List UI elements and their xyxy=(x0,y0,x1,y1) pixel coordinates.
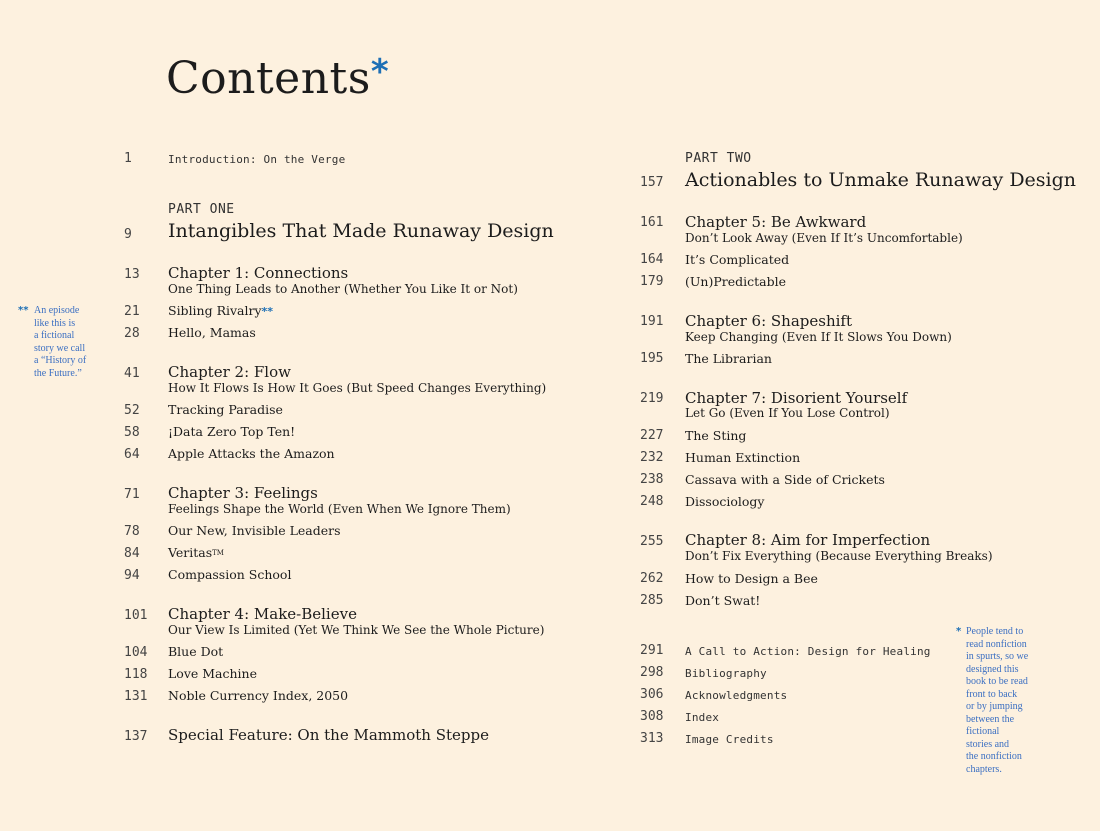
page-number: 78 xyxy=(124,524,140,539)
chapter-title: Chapter 3: Feelings xyxy=(168,484,318,502)
note-line: or by jumping xyxy=(966,701,1023,712)
page-number: 84 xyxy=(124,546,140,561)
part-label: PART ONE xyxy=(168,202,235,217)
chapter-title: Chapter 1: Connections xyxy=(168,264,349,282)
page-number: 9 xyxy=(124,227,132,242)
page-number: 232 xyxy=(640,450,664,465)
note-line: stories and xyxy=(966,738,1010,750)
entry-title: It’s Complicated xyxy=(685,252,790,267)
entry-title: Our New, Invisible Leaders xyxy=(168,523,341,538)
chapter-subtitle: How It Flows Is How It Goes (But Speed Changes Everything) xyxy=(168,381,547,395)
page-number: 157 xyxy=(640,175,664,190)
page-number: 306 xyxy=(640,687,664,702)
entry-title: Sibling Rivalry** xyxy=(168,303,274,318)
entry-title: Compassion School xyxy=(168,567,292,582)
entry-title: Index xyxy=(685,711,720,724)
chapter-title: Chapter 7: Disorient Yourself xyxy=(685,389,908,407)
entry-title: A Call to Action: Design for Healing xyxy=(685,645,931,658)
page-number: 313 xyxy=(640,731,664,746)
trademark-mark: TM xyxy=(212,549,224,557)
page-number: 164 xyxy=(640,252,664,267)
page-number: 94 xyxy=(124,568,140,583)
chapter-title: Chapter 8: Aim for Imperfection xyxy=(685,531,931,549)
page-number: 41 xyxy=(124,366,140,381)
chapter-subtitle: Don’t Fix Everything (Because Everything Breaks) xyxy=(685,549,993,563)
page-number: 298 xyxy=(640,665,664,680)
margin-note-fiction xyxy=(18,305,114,380)
chapter-subtitle: Our View Is Limited (Yet We Think We See the Whole Picture) xyxy=(168,623,545,637)
note-line: like this is xyxy=(34,317,76,329)
entry-title: Don’t Swat! xyxy=(685,593,761,608)
entry-title: Tracking Paradise xyxy=(168,402,283,417)
entry-title: ¡Data Zero Top Ten! xyxy=(168,424,296,439)
page-number: 1 xyxy=(124,151,132,166)
page-title xyxy=(166,52,389,104)
page-number: 21 xyxy=(124,304,140,319)
page-number: 71 xyxy=(124,487,140,502)
page-number: 13 xyxy=(124,267,140,282)
page-number: 195 xyxy=(640,351,664,366)
page-number: 291 xyxy=(640,643,664,658)
page-number: 219 xyxy=(640,391,664,406)
note-line: a fictional xyxy=(34,330,75,341)
note-line: book to be read xyxy=(966,676,1028,687)
page-number: 64 xyxy=(124,447,140,462)
chapter-title: Chapter 2: Flow xyxy=(168,363,291,381)
entry-title: Love Machine xyxy=(168,666,258,681)
chapter-subtitle: Feelings Shape the World (Even When We Ignore Them) xyxy=(168,502,511,516)
page-number: 255 xyxy=(640,534,664,549)
entry-title: Acknowledgments xyxy=(685,689,788,702)
note-line: read nonfiction xyxy=(966,638,1027,650)
asterisk-mark: * xyxy=(956,626,962,637)
entry-title: VeritasTM xyxy=(168,545,224,560)
page-number: 161 xyxy=(640,215,664,230)
chapter-title: Chapter 6: Shapeshift xyxy=(685,312,852,330)
title-text: Contents xyxy=(166,53,371,104)
entry-title: Dissociology xyxy=(685,494,765,509)
double-asterisk-mark: ** xyxy=(18,305,29,316)
double-asterisk-mark: ** xyxy=(261,305,274,318)
page-number: 308 xyxy=(640,709,664,724)
note-line: story we call xyxy=(34,342,86,354)
page-number: 137 xyxy=(124,729,148,744)
note-line: the Future.” xyxy=(34,367,82,379)
chapter-subtitle: Keep Changing (Even If It Slows You Down) xyxy=(685,330,952,344)
page-number: 52 xyxy=(124,403,140,418)
entry-title: Bibliography xyxy=(685,667,767,680)
page-number: 227 xyxy=(640,428,664,443)
entry-title: Cassava with a Side of Crickets xyxy=(685,472,885,487)
note-line: An episode xyxy=(34,305,80,316)
title-asterisk: * xyxy=(370,52,390,92)
chapter-title: Chapter 4: Make-Believe xyxy=(168,605,357,623)
chapter-subtitle: One Thing Leads to Another (Whether You Like It or Not) xyxy=(168,282,518,296)
entry-title: How to Design a Bee xyxy=(685,571,818,586)
note-line: a “History of xyxy=(34,355,87,366)
page-number: 285 xyxy=(640,593,664,608)
note-line: front to back xyxy=(966,688,1018,700)
entry-title: The Sting xyxy=(685,428,747,443)
page-number: 104 xyxy=(124,645,148,660)
part-label: PART TWO xyxy=(685,151,752,166)
page-number: 238 xyxy=(640,472,664,487)
page-number: 262 xyxy=(640,571,664,586)
entry-title: Blue Dot xyxy=(168,644,224,659)
margin-note-reading xyxy=(956,626,1056,776)
page-number: 58 xyxy=(124,425,140,440)
entry-title: Apple Attacks the Amazon xyxy=(168,446,335,461)
note-line: People tend to xyxy=(966,626,1024,637)
entry-title: Noble Currency Index, 2050 xyxy=(168,688,349,703)
page-number: 191 xyxy=(640,314,664,329)
page-number: 179 xyxy=(640,274,664,289)
entry-title: Image Credits xyxy=(685,733,774,746)
chapter-subtitle: Don’t Look Away (Even If It’s Uncomfortable) xyxy=(685,231,963,245)
chapter-title: Special Feature: On the Mammoth Steppe xyxy=(168,726,489,744)
entry-title: Introduction: On the Verge xyxy=(168,153,346,166)
chapter-title: Chapter 5: Be Awkward xyxy=(685,213,867,231)
entry-title: Human Extinction xyxy=(685,450,801,465)
page-number: 28 xyxy=(124,326,140,341)
note-line: chapters. xyxy=(966,763,1002,775)
entry-title: The Librarian xyxy=(685,351,772,366)
page-number: 131 xyxy=(124,689,148,704)
entry-title: Hello, Mamas xyxy=(168,325,256,340)
note-line: between the xyxy=(966,713,1015,725)
entry-title: (Un)Predictable xyxy=(685,274,786,289)
part-title: Actionables to Unmake Runaway Design xyxy=(685,169,1077,191)
page-number: 248 xyxy=(640,494,664,509)
chapter-subtitle: Let Go (Even If You Lose Control) xyxy=(685,406,890,420)
note-line: designed this xyxy=(966,663,1019,675)
note-line: in spurts, so we xyxy=(966,651,1029,662)
note-line: fictional xyxy=(966,726,1000,737)
note-line: the nonfiction xyxy=(966,751,1022,762)
page-number: 118 xyxy=(124,667,148,682)
page-number: 101 xyxy=(124,608,148,623)
part-title: Intangibles That Made Runaway Design xyxy=(168,220,554,242)
